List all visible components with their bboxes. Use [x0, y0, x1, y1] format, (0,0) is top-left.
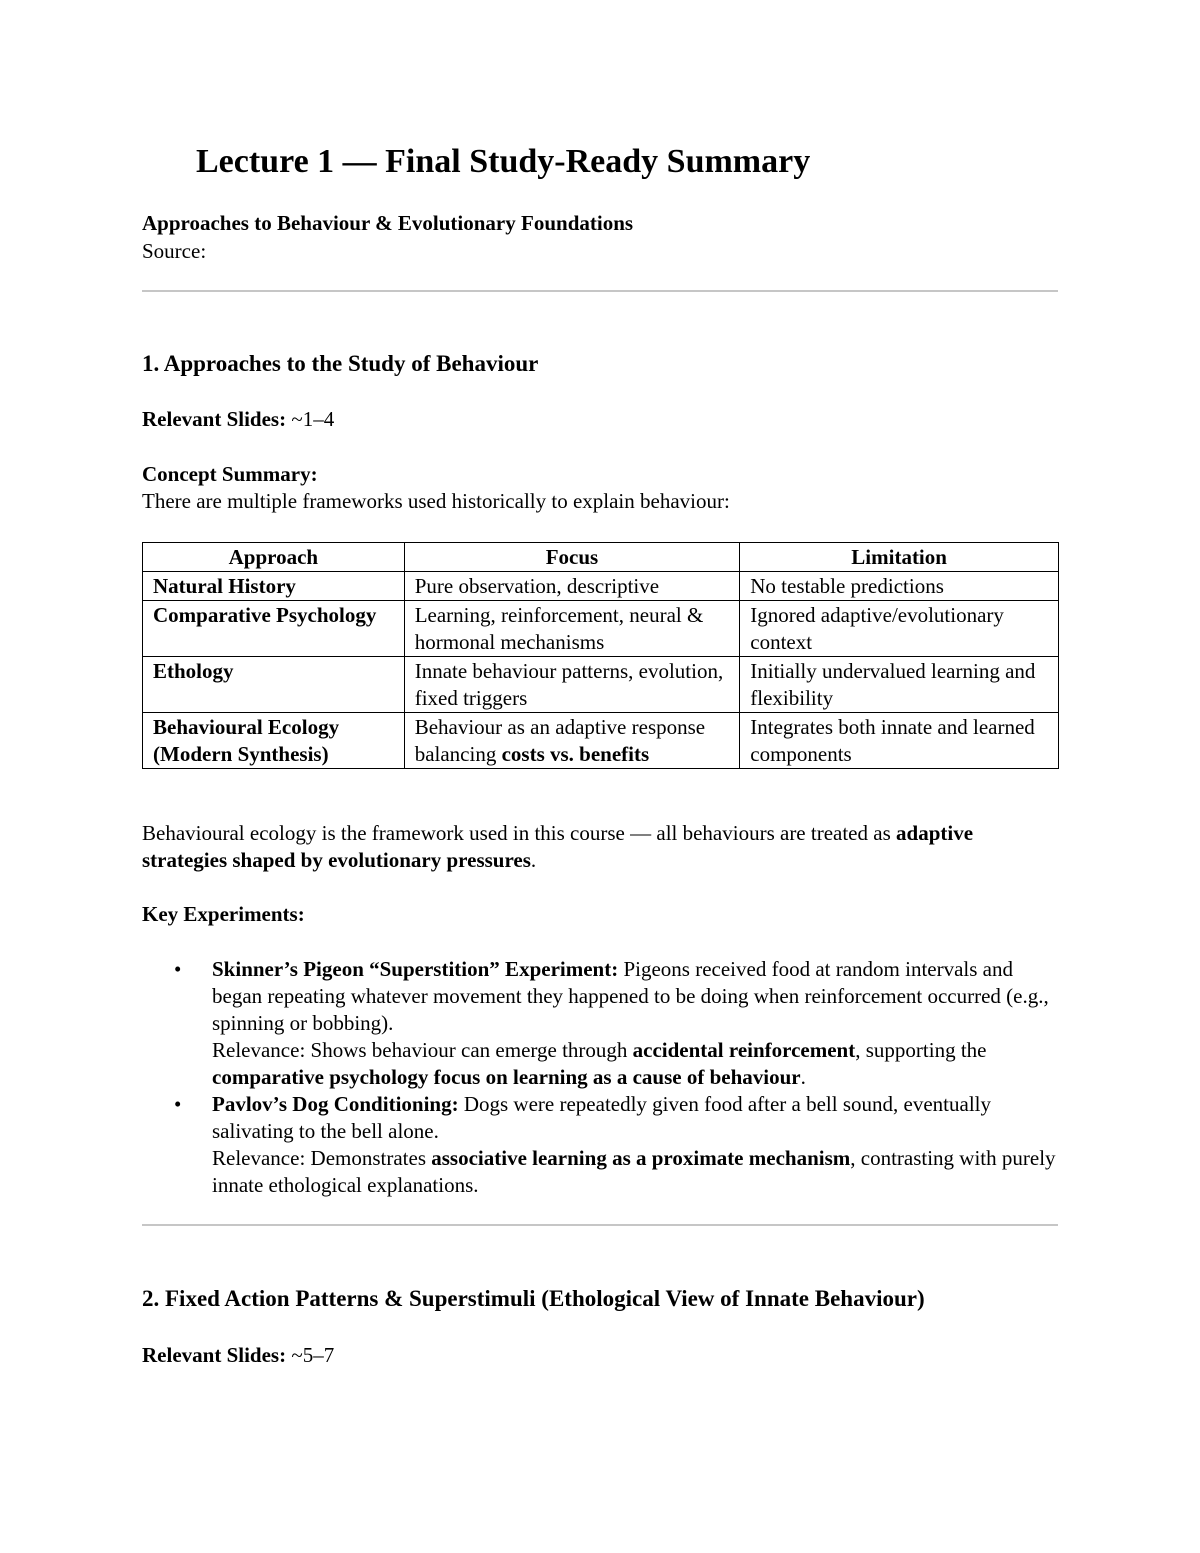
relevant-slides-value: ~5–7: [286, 1343, 335, 1367]
table-header-row: [143, 543, 1059, 572]
horizontal-rule: [142, 1224, 1058, 1226]
framework-emphasis: adaptive strategies shaped by evolutionary pressures: [142, 821, 974, 872]
table-row: [143, 572, 1059, 601]
table-cell-focus: Learning, reinforcement, neural & hormonal mechanisms: [404, 601, 740, 657]
relevance-text: , supporting the: [855, 1038, 987, 1062]
list-item: [142, 956, 1058, 1091]
relevance-emphasis: associative learning as a proximate mechanism: [431, 1146, 851, 1170]
table-row: [143, 657, 1059, 713]
bullet-icon: •: [174, 1092, 182, 1116]
table-cell-focus: Pure observation, descriptive: [404, 572, 740, 601]
relevant-slides-label: Relevant Slides:: [142, 1343, 287, 1367]
table-cell-limitation: No testable predictions: [740, 572, 1059, 601]
table-cell-approach: Natural History: [143, 572, 405, 601]
experiments-list: [142, 956, 1058, 1199]
table-cell-approach: Ethology: [143, 657, 405, 713]
section-2-heading: 2. Fixed Action Patterns & Superstimuli (Ethological View of Innate Behaviour): [142, 1286, 925, 1311]
relevance-emphasis: comparative psychology focus on learning as a cause of behaviour: [212, 1065, 801, 1089]
document-title: Lecture 1 — Final Study-Ready Summary: [196, 143, 811, 180]
table-cell-limitation: Integrates both innate and learned components: [740, 713, 1059, 769]
bullet-icon: •: [174, 957, 182, 981]
section-2-relevant-slides: [142, 1342, 334, 1369]
table-cell-limitation: Ignored adaptive/evolutionary context: [740, 601, 1059, 657]
table-cell-focus: Innate behaviour patterns, evolution, fixed triggers: [404, 657, 740, 713]
section-1-heading: 1. Approaches to the Study of Behaviour: [142, 351, 539, 376]
section-1-relevant-slides: [142, 406, 334, 433]
relevance-emphasis: accidental reinforcement: [632, 1038, 856, 1062]
approaches-table: [142, 542, 1059, 769]
table-row: [143, 601, 1059, 657]
experiment-title: Skinner’s Pigeon “Superstition” Experiment:: [212, 957, 619, 981]
table-header-approach: Approach: [143, 543, 405, 572]
table-cell-approach: Behavioural Ecology (Modern Synthesis): [143, 713, 405, 769]
experiment-title: Pavlov’s Dog Conditioning:: [212, 1092, 459, 1116]
table-header-limitation: Limitation: [740, 543, 1059, 572]
table-header-focus: Focus: [404, 543, 740, 572]
list-item: [142, 1091, 1058, 1199]
horizontal-rule: [142, 290, 1058, 292]
concept-summary-label: Concept Summary:: [142, 462, 318, 486]
relevant-slides-label: Relevant Slides:: [142, 407, 287, 431]
experiment-description: Pigeons received food at random intervals and began repeating whatever movement they happened to be doing when reinforcement occurred (e.g., spinning or bobbing).: [212, 957, 1049, 1035]
relevance-text: Relevance: Shows behaviour can emerge through: [212, 1038, 633, 1062]
relevance-text: , contrasting with purely innate ethological explanations.: [212, 1146, 1056, 1197]
document-subtitle: Approaches to Behaviour & Evolutionary Foundations: [142, 211, 634, 235]
key-experiments-label: Key Experiments:: [142, 902, 305, 926]
table-row: [143, 713, 1059, 769]
relevance-text: Relevance: Demonstrates: [212, 1146, 432, 1170]
source-line: Source:: [142, 239, 207, 263]
framework-text-end: .: [530, 848, 537, 872]
table-cell-focus: [404, 713, 740, 769]
table-cell-approach: Comparative Psychology: [143, 601, 405, 657]
focus-emphasis: costs vs. benefits: [501, 742, 650, 766]
experiment-description: Dogs were repeatedly given food after a bell sound, eventually salivating to the bell alone.: [212, 1092, 991, 1143]
framework-text: Behavioural ecology is the framework used in this course — all behaviours are treated as: [142, 821, 897, 845]
table-cell-limitation: Initially undervalued learning and flexibility: [740, 657, 1059, 713]
focus-text: Behaviour as an adaptive response balancing: [414, 715, 706, 766]
relevant-slides-value: ~1–4: [286, 407, 335, 431]
concept-summary-text: There are multiple frameworks used historically to explain behaviour:: [142, 489, 730, 513]
relevance-text-end: .: [800, 1065, 806, 1089]
framework-paragraph: [142, 820, 1058, 874]
